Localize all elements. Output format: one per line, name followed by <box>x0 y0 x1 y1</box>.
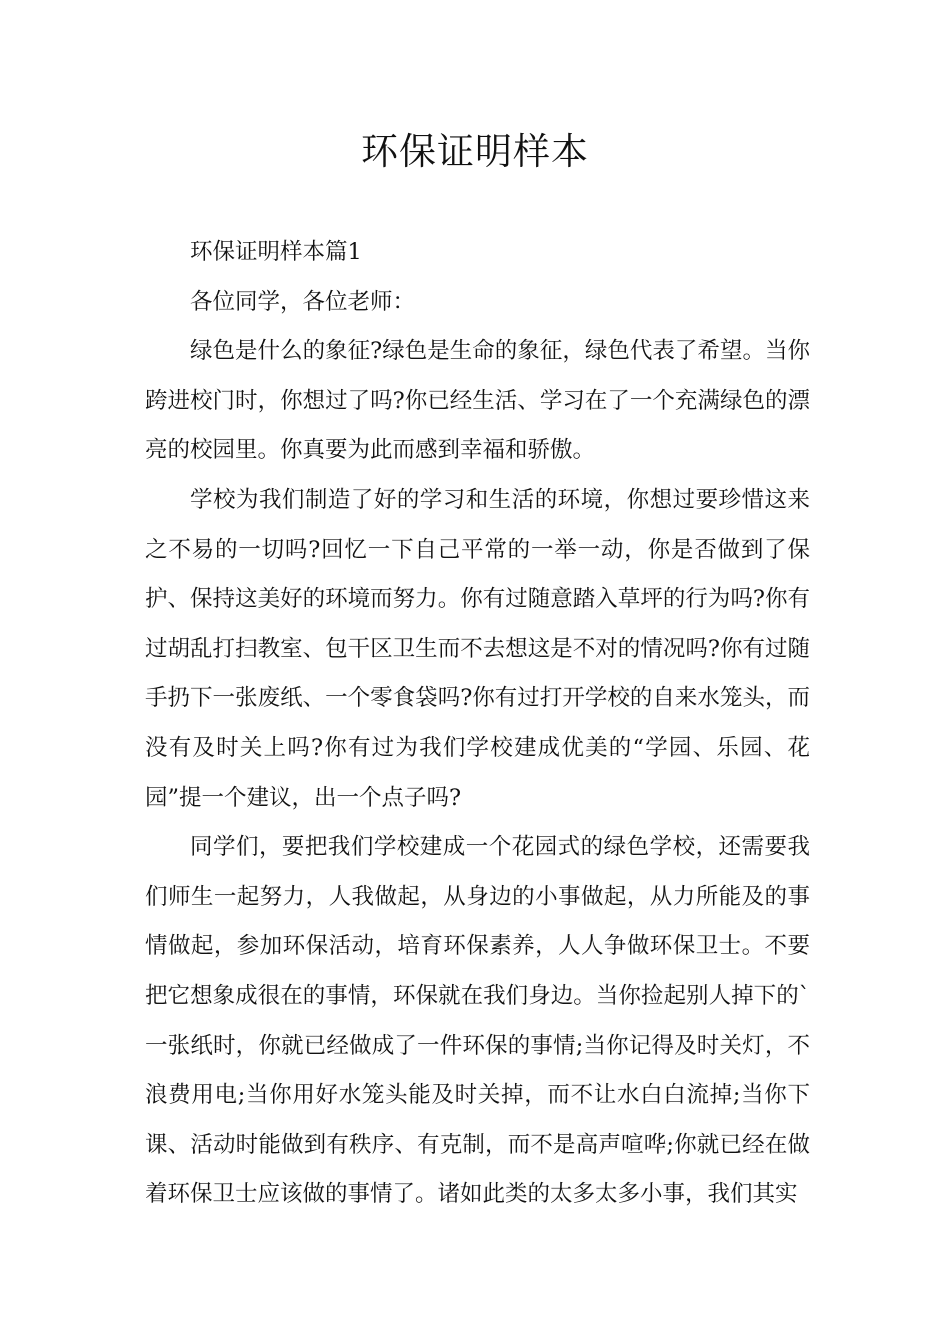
document-title: 环保证明样本 <box>361 130 589 173</box>
paragraph-environmental-guardian: 同学们，要把我们学校建成一个花园式的绿色学校，还需要我们师生一起努力，人我做起，从身边的小事做起，从力所能及的事情做起，参加环保活动，培育环保素养，人人争做环保卫士。不要把它想象成很在的事情，环保就在我们身边。当你捡起别人掉下的`一张纸时，你就已经做成了一件环保的事情;当你记得及时关灯，不浪费用电;当你用好水笼头能及时关掉，而不让水白白流掉;当你下课、活动时能做到有秩序、有克制，而不是高声喧哗;你就已经在做着环保卫士应该做的事情了。诸如此类的太多太多小事，我们其实 <box>145 834 810 1208</box>
paragraph-greeting: 各位同学，各位老师： <box>190 288 416 315</box>
paragraph-school-environment: 学校为我们制造了好的学习和生活的环境，你想过要珍惜这来之不易的一切吗?回忆一下自己平常的一举一动，你是否做到了保护、保持这美好的环境而努力。你有过随意踏入草坪的行为吗?你有过胡乱打扫教室、包干区卫生而不去想这是不对的情况吗?你有过随手扔下一张废纸、一个零食袋吗?你有过打开学校的自来水笼头，而没有及时关上吗?你有过为我们学校建成优美的“学园、乐园、花园”提一个建议，出一个点子吗? <box>145 486 810 811</box>
section-heading: 环保证明样本篇1 <box>190 239 362 265</box>
document-body <box>145 228 810 1220</box>
paragraph-green-symbol: 绿色是什么的象征?绿色是生命的象征，绿色代表了希望。当你跨进校门时，你想过了吗?你已经生活、学习在了一个充满绿色的漂亮的校园里。你真要为此而感到幸福和骄傲。 <box>145 338 810 464</box>
